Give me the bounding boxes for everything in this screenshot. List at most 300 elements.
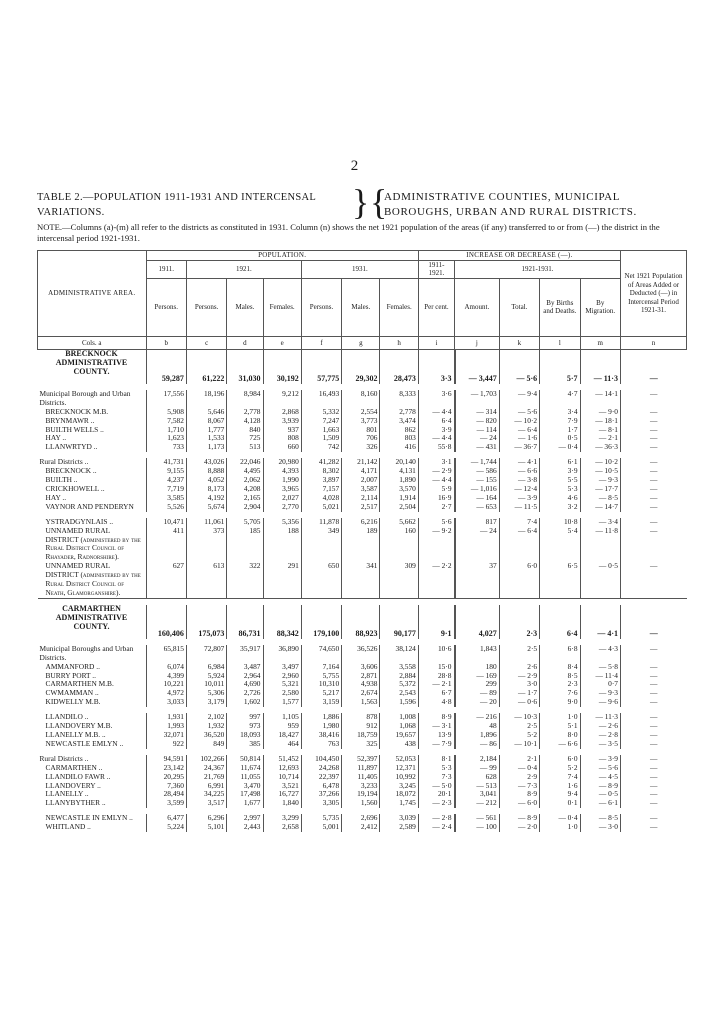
cell-d: 3,487: [227, 663, 263, 672]
cell-c: 6,984: [186, 663, 226, 672]
cell-d: 11,674: [227, 764, 263, 773]
cell-n: —: [620, 443, 686, 452]
cell-e: 5,321: [263, 680, 301, 689]
area-name: LLANELLY M.B. ..: [45, 730, 106, 739]
cell-k: 2·3: [499, 605, 539, 639]
cell-n: —: [620, 417, 686, 426]
cell-i: 6·4: [418, 417, 454, 426]
column-letter: d: [227, 336, 263, 350]
cell-k: — 2·0: [499, 823, 539, 832]
cell-e: 3,939: [263, 417, 301, 426]
cell-f: 5,755: [301, 672, 341, 681]
cell-l: 7·6: [540, 689, 580, 698]
cell-d: 17,498: [227, 790, 263, 799]
cell-c: 849: [186, 740, 226, 749]
cell-e: 3,965: [263, 485, 301, 494]
cell-i: 7·3: [418, 773, 454, 782]
cell-j: — 164: [455, 494, 500, 503]
cell-m: — 3·0: [580, 823, 620, 832]
cell-m: — 3·9: [580, 755, 620, 764]
cell-n: —: [620, 494, 686, 503]
cell-j: 180: [455, 663, 500, 672]
cell-e: 10,714: [263, 773, 301, 782]
cell-f: 24,268: [301, 764, 341, 773]
cell-g: 19,194: [342, 790, 380, 799]
area-name: KIDWELLY M.B.: [45, 697, 101, 707]
cell-c: 72,807: [186, 645, 226, 663]
cell-l: 3·4: [540, 408, 580, 417]
cell-k: — 36·7: [499, 443, 539, 452]
header-persons-1931: Persons.: [301, 278, 341, 336]
area-name: CARMARTHEN M.B.: [45, 679, 114, 689]
cell-i: 2·7: [418, 503, 454, 512]
cell-f: 5,021: [301, 503, 341, 512]
cell-g: 52,397: [342, 755, 380, 764]
column-letter: n: [620, 336, 686, 350]
area-name: YSTRADGYNLAIS ..: [45, 516, 114, 526]
cell-c: 8,888: [186, 467, 226, 476]
cell-j: 1,896: [455, 731, 500, 740]
cell-c: 1,932: [186, 722, 226, 731]
cell-i: 3·6: [418, 390, 454, 408]
column-letter: k: [499, 336, 539, 350]
cell-j: 48: [455, 722, 500, 731]
table-row: [38, 773, 687, 782]
column-letter: h: [380, 336, 418, 350]
cell-h: 862: [380, 426, 418, 435]
cell-h: 1,596: [380, 698, 418, 707]
cell-c: 6,296: [186, 814, 226, 823]
cell-n: —: [620, 426, 686, 435]
cell-d: 2,443: [227, 823, 263, 832]
cell-g: 2,554: [342, 408, 380, 417]
cell-d: 2,778: [227, 408, 263, 417]
cell-f: 349: [301, 527, 341, 563]
cell-b: 627: [146, 562, 186, 598]
cell-h: 309: [380, 562, 418, 598]
cell-i: 20·1: [418, 790, 454, 799]
cell-i: — 2·8: [418, 814, 454, 823]
cell-b: 6,074: [146, 663, 186, 672]
cell-l: 7·4: [540, 773, 580, 782]
cell-g: 189: [342, 527, 380, 563]
cell-l: 1·0: [540, 823, 580, 832]
area-name: BUILTH ..: [45, 475, 78, 485]
table-row: [38, 494, 687, 503]
cell-n: —: [620, 605, 686, 639]
table-row: [38, 790, 687, 799]
cell-c: 4,192: [186, 494, 226, 503]
cell-i: 3·1: [418, 458, 454, 467]
cell-j: — 24: [455, 434, 500, 443]
cell-l: 0·5: [540, 434, 580, 443]
cell-d: 2,062: [227, 476, 263, 485]
cell-j: 4,027: [455, 605, 500, 639]
cell-c: 5,646: [186, 408, 226, 417]
cell-n: —: [620, 722, 686, 731]
cell-g: 3,233: [342, 782, 380, 791]
cell-h: 2,778: [380, 408, 418, 417]
cell-i: 15·0: [418, 663, 454, 672]
cell-h: 20,140: [380, 458, 418, 467]
cell-i: — 2·2: [418, 562, 454, 598]
cell-l: 5·4: [540, 527, 580, 563]
cell-k: 2·1: [499, 755, 539, 764]
cell-k: 2·5: [499, 722, 539, 731]
cell-e: 88,342: [263, 605, 301, 639]
cell-f: 650: [301, 562, 341, 598]
table-row: [38, 350, 687, 384]
cell-f: 74,650: [301, 645, 341, 663]
cell-c: 1,533: [186, 434, 226, 443]
cell-h: 438: [380, 740, 418, 749]
cell-h: 90,177: [380, 605, 418, 639]
cell-g: 29,302: [342, 350, 380, 384]
cell-g: 878: [342, 713, 380, 722]
cell-f: 37,266: [301, 790, 341, 799]
cell-g: 341: [342, 562, 380, 598]
cell-f: 3,159: [301, 698, 341, 707]
cell-m: 0·7: [580, 680, 620, 689]
cell-k: — 2·9: [499, 672, 539, 681]
cell-e: 3,521: [263, 782, 301, 791]
cell-j: — 155: [455, 476, 500, 485]
cell-h: 19,657: [380, 731, 418, 740]
table-row: [38, 518, 687, 527]
cell-l: 4·6: [540, 494, 580, 503]
cell-d: 22,046: [227, 458, 263, 467]
table-row: [38, 476, 687, 485]
cell-m: — 11·3: [580, 350, 620, 384]
cell-h: 1,914: [380, 494, 418, 503]
cell-i: — 5·0: [418, 782, 454, 791]
cell-l: — 0·4: [540, 443, 580, 452]
area-name: BRECKNOCK ADMINISTRATIVE COUNTY.: [55, 349, 128, 377]
header-1911-1921: 1911-1921.: [418, 260, 454, 278]
cell-e: 9,212: [263, 390, 301, 408]
cell-m: — 4·5: [580, 773, 620, 782]
cell-d: 2,997: [227, 814, 263, 823]
cell-j: 2,184: [455, 755, 500, 764]
cell-l: 8·0: [540, 731, 580, 740]
cell-g: 2,674: [342, 689, 380, 698]
cell-i: — 2·3: [418, 799, 454, 808]
cell-b: 20,295: [146, 773, 186, 782]
cell-h: 8,333: [380, 390, 418, 408]
cell-m: — 2·6: [580, 722, 620, 731]
cell-h: 416: [380, 443, 418, 452]
cell-l: 6·1: [540, 458, 580, 467]
cell-e: 2,770: [263, 503, 301, 512]
cell-n: —: [620, 645, 686, 663]
cell-d: 86,731: [227, 605, 263, 639]
cell-g: 2,412: [342, 823, 380, 832]
cell-b: 5,908: [146, 408, 186, 417]
cell-b: 17,556: [146, 390, 186, 408]
cell-h: 2,589: [380, 823, 418, 832]
table-row: [38, 417, 687, 426]
cell-n: —: [620, 799, 686, 808]
cell-i: 3·3: [418, 350, 454, 384]
cell-k: — 6·6: [499, 467, 539, 476]
cell-g: 326: [342, 443, 380, 452]
cell-m: — 14·7: [580, 503, 620, 512]
table-subtitle: ADMINISTRATIVE COUNTIES, MUNICIPAL BOROUGHS, URBAN AND RURAL DISTRICTS.: [384, 191, 637, 218]
cell-h: 2,543: [380, 689, 418, 698]
cell-f: 179,100: [301, 605, 341, 639]
cell-d: 322: [227, 562, 263, 598]
cell-n: —: [620, 680, 686, 689]
cell-f: 763: [301, 740, 341, 749]
cell-d: 35,917: [227, 645, 263, 663]
cell-i: — 2·4: [418, 823, 454, 832]
cell-j: — 314: [455, 408, 500, 417]
cell-g: 18,759: [342, 731, 380, 740]
cell-g: 11,897: [342, 764, 380, 773]
header-population: POPULATION.: [146, 251, 418, 261]
cell-c: 6,991: [186, 782, 226, 791]
cell-m: — 3·4: [580, 518, 620, 527]
cell-j: 3,041: [455, 790, 500, 799]
cell-h: 1,745: [380, 799, 418, 808]
cell-d: 513: [227, 443, 263, 452]
cell-l: 10·8: [540, 518, 580, 527]
cell-c: 102,266: [186, 755, 226, 764]
cell-j: — 1,016: [455, 485, 500, 494]
cell-k: 3·0: [499, 680, 539, 689]
cell-k: — 5·6: [499, 408, 539, 417]
cell-g: 4,938: [342, 680, 380, 689]
cell-l: 8·5: [540, 672, 580, 681]
cell-j: — 653: [455, 503, 500, 512]
cell-c: 21,769: [186, 773, 226, 782]
header-males-1921: Males.: [227, 278, 263, 336]
cell-n: —: [620, 731, 686, 740]
cell-d: 18,093: [227, 731, 263, 740]
cell-g: 2,517: [342, 503, 380, 512]
cell-e: 1,990: [263, 476, 301, 485]
cell-g: 2,007: [342, 476, 380, 485]
cell-l: 6·8: [540, 645, 580, 663]
cell-e: 2,868: [263, 408, 301, 417]
cell-b: 4,399: [146, 672, 186, 681]
cell-h: 2,504: [380, 503, 418, 512]
cell-j: — 99: [455, 764, 500, 773]
cell-b: 733: [146, 443, 186, 452]
cell-i: — 9·2: [418, 527, 454, 563]
cell-j: 37: [455, 562, 500, 598]
cell-g: 2,696: [342, 814, 380, 823]
area-name: LLANDILO FAWR ..: [45, 771, 111, 781]
cell-c: 5,101: [186, 823, 226, 832]
cell-d: 2,726: [227, 689, 263, 698]
area-name: BURRY PORT ..: [45, 670, 96, 680]
cell-e: 937: [263, 426, 301, 435]
cell-e: 30,192: [263, 350, 301, 384]
cell-f: 1,980: [301, 722, 341, 731]
area-name: VAYNOR AND PENDERYN: [45, 501, 134, 511]
cell-n: —: [620, 663, 686, 672]
cell-b: 5,526: [146, 503, 186, 512]
cell-j: — 212: [455, 799, 500, 808]
cell-j: 628: [455, 773, 500, 782]
cell-g: 801: [342, 426, 380, 435]
cell-k: — 1·6: [499, 434, 539, 443]
table-note: NOTE.—Columns (a)-(m) all refer to the districts as constituted in 1931. Column (n) shows the net 1921 population of the areas (if any) transferred to or from (—) the district in the intercensal period 1921-1931.: [37, 222, 660, 243]
cell-h: 3,558: [380, 663, 418, 672]
cell-f: 8,302: [301, 467, 341, 476]
cell-d: 973: [227, 722, 263, 731]
cell-e: 291: [263, 562, 301, 598]
cell-b: 1,931: [146, 713, 186, 722]
cell-b: 3,585: [146, 494, 186, 503]
cell-k: — 6·0: [499, 799, 539, 808]
cell-g: 325: [342, 740, 380, 749]
header-persons-1911: Persons.: [146, 278, 186, 336]
cell-d: 8,984: [227, 390, 263, 408]
header-births-deaths: By Births and Deaths.: [540, 278, 580, 336]
cell-f: 16,493: [301, 390, 341, 408]
cell-n: —: [620, 562, 686, 598]
cell-j: — 820: [455, 417, 500, 426]
cell-g: 2,114: [342, 494, 380, 503]
cell-c: 5,924: [186, 672, 226, 681]
cell-l: 5·3: [540, 485, 580, 494]
cell-k: 7·4: [499, 518, 539, 527]
header-females-1921: Females.: [263, 278, 301, 336]
cell-h: 803: [380, 434, 418, 443]
cell-k: — 10·2: [499, 417, 539, 426]
cell-i: 4·8: [418, 698, 454, 707]
cell-m: — 2·8: [580, 731, 620, 740]
cell-g: 21,142: [342, 458, 380, 467]
cell-c: 5,306: [186, 689, 226, 698]
cell-l: 3·9: [540, 467, 580, 476]
cell-d: 3,470: [227, 782, 263, 791]
cell-m: — 9·3: [580, 476, 620, 485]
cell-h: 3,474: [380, 417, 418, 426]
cell-j: — 114: [455, 426, 500, 435]
table-row: [38, 467, 687, 476]
cell-k: 2·6: [499, 663, 539, 672]
table-row: [38, 814, 687, 823]
cell-h: 2,884: [380, 672, 418, 681]
cell-c: 1,777: [186, 426, 226, 435]
cell-i: 5·6: [418, 518, 454, 527]
cell-i: 3·9: [418, 426, 454, 435]
cell-d: 4,690: [227, 680, 263, 689]
cell-m: — 4·1: [580, 605, 620, 639]
cell-l: 6·0: [540, 755, 580, 764]
cell-b: 32,071: [146, 731, 186, 740]
header-amount: Amount.: [455, 278, 500, 336]
area-name: LLANDILO ..: [45, 712, 89, 722]
cell-b: 7,719: [146, 485, 186, 494]
cell-g: 3,773: [342, 417, 380, 426]
cell-n: —: [620, 672, 686, 681]
header-persons-1921: Persons.: [186, 278, 226, 336]
cell-m: — 3·5: [580, 740, 620, 749]
cell-f: 38,416: [301, 731, 341, 740]
table-row: [38, 645, 687, 663]
cell-h: 5,372: [380, 680, 418, 689]
cell-k: — 5·6: [499, 350, 539, 384]
cell-k: — 0·6: [499, 698, 539, 707]
column-letter: b: [146, 336, 186, 350]
area-name: NEWCASTLE EMLYN ..: [45, 738, 124, 748]
cell-h: 1,068: [380, 722, 418, 731]
cell-l: 9·4: [540, 790, 580, 799]
cell-c: 43,026: [186, 458, 226, 467]
cell-c: 8,173: [186, 485, 226, 494]
cell-g: 8,160: [342, 390, 380, 408]
header-females-1931: Females.: [380, 278, 418, 336]
cell-n: —: [620, 773, 686, 782]
cell-c: 613: [186, 562, 226, 598]
table-row: [38, 722, 687, 731]
table-row: [38, 740, 687, 749]
cell-n: —: [620, 434, 686, 443]
brace-right-icon: }: [352, 182, 370, 222]
cell-d: 31,030: [227, 350, 263, 384]
header-1931: 1931.: [301, 260, 418, 278]
cell-k: 2·9: [499, 773, 539, 782]
cell-d: 725: [227, 434, 263, 443]
cell-c: 3,179: [186, 698, 226, 707]
cell-b: 10,471: [146, 518, 186, 527]
cell-f: 1,886: [301, 713, 341, 722]
cell-b: 1,710: [146, 426, 186, 435]
table-row: [38, 458, 687, 467]
table-row: [38, 527, 687, 563]
cell-l: 6·4: [540, 605, 580, 639]
cell-b: 922: [146, 740, 186, 749]
cell-f: 1,663: [301, 426, 341, 435]
cell-m: — 11·3: [580, 713, 620, 722]
column-letter: j: [455, 336, 500, 350]
cell-m: — 9·6: [580, 698, 620, 707]
cell-e: 1,577: [263, 698, 301, 707]
cell-j: — 1,703: [455, 390, 500, 408]
header-migration: By Migration.: [580, 278, 620, 336]
cell-i: — 4·4: [418, 476, 454, 485]
cell-g: 4,171: [342, 467, 380, 476]
area-name: BRECKNOCK ..: [45, 466, 97, 476]
table-row: [38, 755, 687, 764]
cell-i: — 7·9: [418, 740, 454, 749]
cell-e: 2,580: [263, 689, 301, 698]
cell-k: — 4·1: [499, 458, 539, 467]
header-area: ADMINISTRATIVE AREA.: [38, 251, 147, 337]
cell-i: 5·9: [418, 485, 454, 494]
area-name: BUILTH WELLS ..: [45, 424, 104, 434]
cell-m: — 9·0: [580, 408, 620, 417]
cell-e: 3,497: [263, 663, 301, 672]
area-name: BRYNMAWR ..: [45, 415, 95, 425]
cell-e: 36,890: [263, 645, 301, 663]
cell-h: 1,008: [380, 713, 418, 722]
column-letter: i: [418, 336, 454, 350]
area-name: UNNAMED RURAL DISTRICT (administered by the Rural District Council of Rhayader, Radnorshire).: [45, 525, 141, 562]
table-row: [38, 680, 687, 689]
cell-h: 4,131: [380, 467, 418, 476]
cell-n: —: [620, 476, 686, 485]
cell-k: — 12·4: [499, 485, 539, 494]
cell-k: — 6·4: [499, 426, 539, 435]
cell-n: —: [620, 458, 686, 467]
cell-k: — 6·4: [499, 527, 539, 563]
cell-e: 959: [263, 722, 301, 731]
